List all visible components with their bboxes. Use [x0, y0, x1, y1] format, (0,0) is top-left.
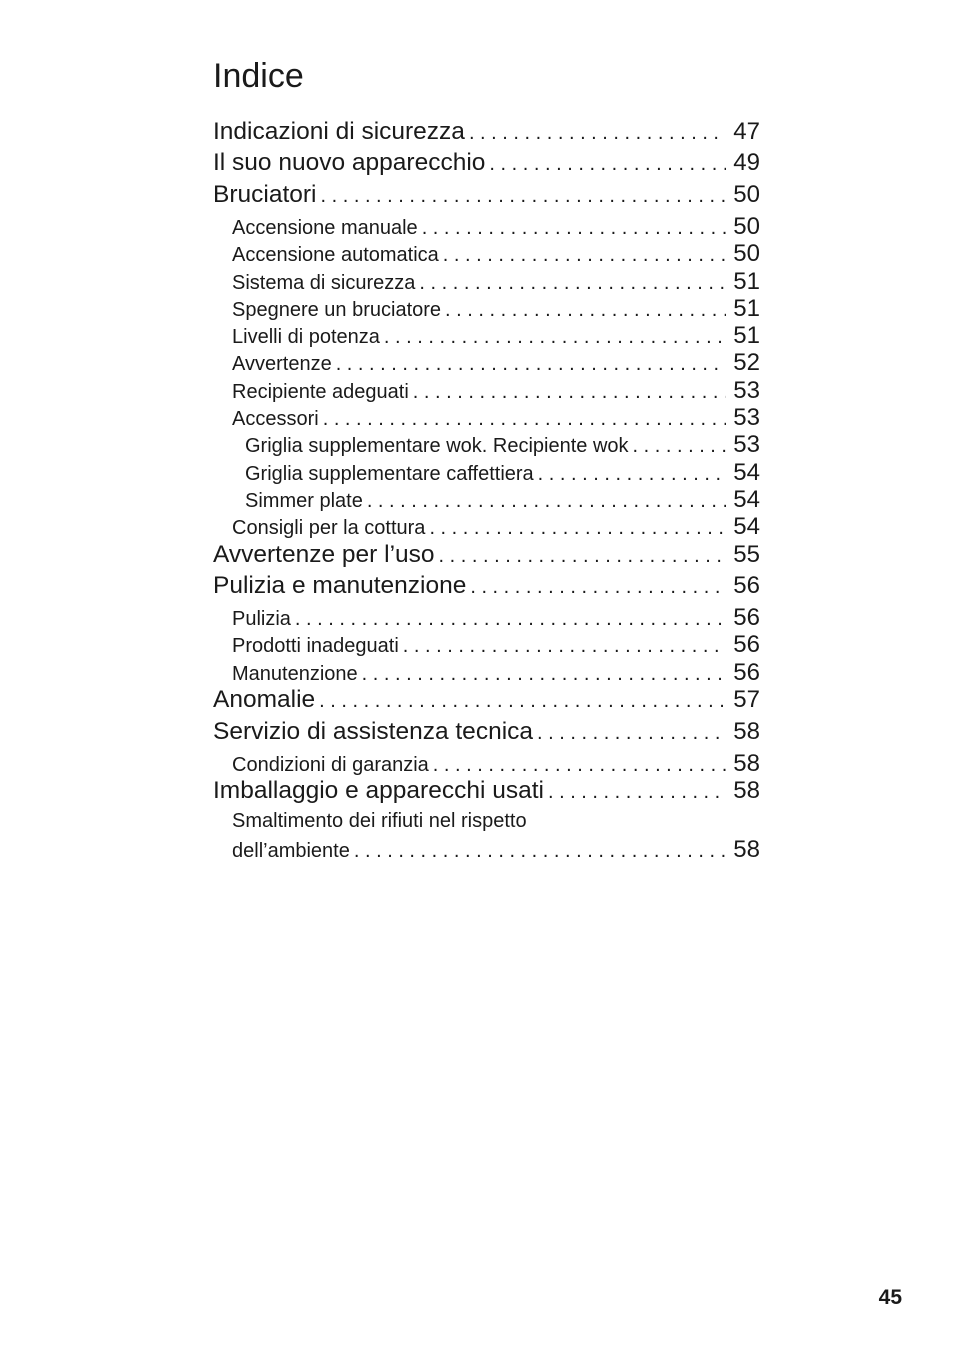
toc-entry-page: 54	[733, 459, 760, 486]
toc-entry[interactable]	[213, 572, 760, 600]
toc-entry[interactable]	[232, 322, 760, 350]
dot-leader	[295, 608, 726, 631]
dot-leader	[419, 272, 726, 295]
toc-entry-label: Consigli per la cottura	[232, 517, 426, 539]
toc-entry-page: 58	[733, 836, 760, 863]
toc-entry-page: 55	[733, 541, 760, 568]
toc-entry[interactable]	[245, 486, 760, 514]
dot-leader	[354, 840, 726, 863]
toc-entry[interactable]	[232, 404, 760, 432]
toc-entry[interactable]	[232, 513, 760, 541]
toc-entry[interactable]	[232, 349, 760, 377]
page-number: 45	[878, 1286, 902, 1309]
toc-entry-label: Avvertenze	[232, 353, 332, 375]
dot-leader	[489, 153, 726, 176]
toc-entry-page: 58	[733, 750, 760, 777]
toc-entry-label: Il suo nuovo apparecchio	[213, 149, 486, 176]
toc-entry[interactable]	[232, 377, 760, 405]
dot-leader	[443, 244, 726, 267]
toc-entry[interactable]	[245, 431, 760, 459]
toc-entry[interactable]	[213, 718, 760, 746]
dot-leader	[548, 781, 726, 804]
toc-entry-label: Pulizia	[232, 608, 291, 630]
toc-entry-page: 50	[733, 240, 760, 267]
toc-entry-page: 58	[733, 777, 760, 804]
toc-entry-page: 54	[733, 486, 760, 513]
toc-entry-label[interactable]: Smaltimento dei rifiuti nel rispetto	[232, 810, 527, 832]
toc-entry-page: 54	[733, 513, 760, 540]
toc-entry-page: 50	[733, 213, 760, 240]
toc-entry[interactable]	[232, 631, 760, 659]
toc-entry-page: 51	[733, 322, 760, 349]
toc-entry-label: Accessori	[232, 408, 319, 430]
toc-entry-label: Simmer plate	[245, 490, 363, 512]
toc-entry-label: Recipiente adeguati	[232, 381, 409, 403]
toc-entry-label: Avvertenze per l’uso	[213, 541, 435, 568]
toc-entry-page: 51	[733, 268, 760, 295]
toc-entry-page: 56	[733, 631, 760, 658]
toc-entry-label: Anomalie	[213, 686, 316, 713]
dot-leader	[319, 690, 726, 713]
toc-entry-label: Prodotti inadeguati	[232, 635, 399, 657]
toc-entry-page: 57	[733, 686, 760, 713]
toc-entry-label: Accensione manuale	[232, 217, 418, 239]
toc-entry-page: 52	[733, 349, 760, 376]
toc-entry-label: Manutenzione	[232, 663, 358, 685]
toc-entry-label: Bruciatori	[213, 181, 317, 208]
dot-leader	[413, 381, 726, 404]
toc-entry-label: Condizioni di garanzia	[232, 754, 429, 776]
toc-entry-label: Servizio di assistenza tecnica	[213, 718, 534, 745]
toc-entry-page: 50	[733, 181, 760, 208]
toc-entry[interactable]	[213, 118, 760, 146]
toc-entry-page: 49	[733, 149, 760, 176]
toc-entry[interactable]	[232, 213, 760, 241]
toc-entry-label: Pulizia e manutenzione	[213, 572, 467, 599]
toc-entry-label: Accensione automatica	[232, 244, 439, 266]
toc-entry-page: 56	[733, 572, 760, 599]
toc-entry-page: 58	[733, 718, 760, 745]
toc-entry[interactable]	[245, 459, 760, 487]
toc-entry[interactable]	[232, 240, 760, 268]
toc-entry-label: Griglia supplementare wok. Recipiente wok	[245, 435, 629, 457]
dot-leader	[403, 635, 726, 658]
toc-entry[interactable]	[232, 836, 760, 864]
dot-leader	[429, 517, 726, 540]
dot-leader	[336, 353, 726, 376]
dot-leader	[323, 408, 726, 431]
toc-entry-label: Imballaggio e apparecchi usati	[213, 777, 544, 804]
toc-entry[interactable]	[232, 604, 760, 632]
dot-leader	[537, 722, 726, 745]
toc-entry[interactable]	[232, 750, 760, 778]
dot-leader	[538, 463, 726, 486]
toc-entry-page: 53	[733, 431, 760, 458]
toc-entry[interactable]	[213, 541, 760, 569]
dot-leader	[362, 663, 726, 686]
dot-leader	[422, 217, 726, 240]
toc-entry-label: Livelli di potenza	[232, 326, 380, 348]
toc-entry[interactable]	[213, 149, 760, 177]
dot-leader	[469, 122, 726, 145]
dot-leader	[320, 185, 726, 208]
toc-entry[interactable]	[213, 181, 760, 209]
toc-entry-label-continued: dell’ambiente	[232, 840, 350, 862]
toc-entry-label: Spegnere un bruciatore	[232, 299, 442, 321]
dot-leader	[384, 326, 726, 349]
toc-entry-label: Indicazioni di sicurezza	[213, 118, 465, 145]
page-title: Indice	[213, 57, 304, 95]
toc-entry-page: 53	[733, 404, 760, 431]
toc-entry[interactable]	[213, 777, 760, 805]
toc-entry-page: 47	[733, 118, 760, 145]
dot-leader	[433, 754, 726, 777]
toc-entry-page: 51	[733, 295, 760, 322]
dot-leader	[445, 299, 726, 322]
toc-entry-page: 56	[733, 604, 760, 631]
dot-leader	[367, 490, 726, 513]
toc-entry-page: 56	[733, 659, 760, 686]
toc-entry[interactable]	[232, 659, 760, 687]
dot-leader	[439, 545, 726, 568]
toc-entry-label: Sistema di sicurezza	[232, 272, 416, 294]
dot-leader	[470, 576, 726, 599]
toc-entry[interactable]	[232, 268, 760, 296]
toc-entry-label: Griglia supplementare caffettiera	[245, 463, 534, 485]
toc-entry[interactable]	[213, 686, 760, 714]
toc-entry[interactable]	[232, 295, 760, 323]
dot-leader	[633, 435, 726, 458]
toc-entry-page: 53	[733, 377, 760, 404]
